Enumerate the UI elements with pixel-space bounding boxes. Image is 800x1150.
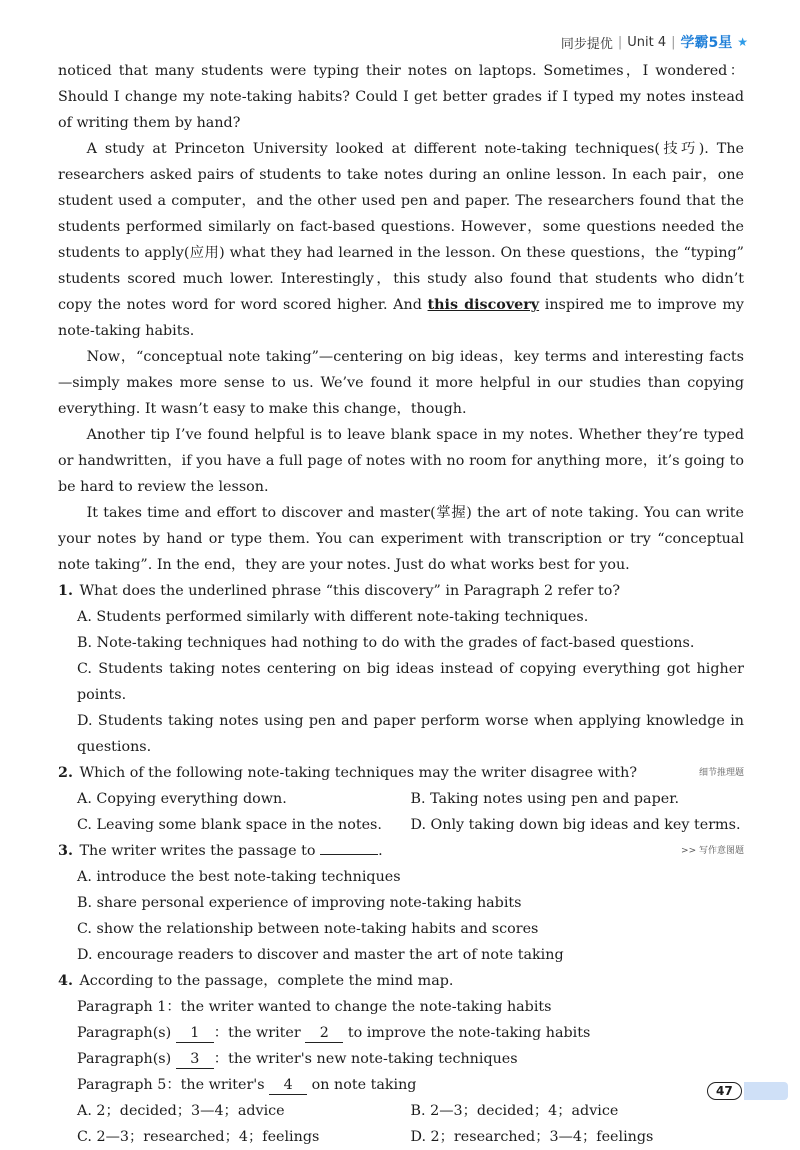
mind-map-line-1: Paragraph 1：the writer wanted to change the note-taking habits <box>77 999 552 1015</box>
question-number: 3. <box>58 843 73 859</box>
option-c[interactable]: C. 2—3；researched；4；feelings <box>77 1129 320 1145</box>
options-row <box>58 1098 744 1124</box>
question-2 <box>58 760 744 838</box>
option-a[interactable]: A. Copying everything down. <box>77 791 287 807</box>
paragraph-1-end: noticed that many students were typing their notes on laptops. Sometimes，I wondered：Should I change my note-taking habits? Could I get better grades if I typed my notes instead of writing them by hand? <box>58 63 744 131</box>
paragraph-2-text: A study at Princeton University looked at different note-taking techniques(技巧). The researchers asked pairs of students to take notes during an online lesson. In each pair，one student used a computer，and the other used pen and paper. The researchers found that the students performed similarly on fact-based questions. However，some questions needed the students to apply(应用) what they had learned in the lesson. On these questions，the “typing” students scored much lower. Interestingly，this study also found that students who didn’t copy the notes word for word scored higher. And <box>58 141 744 313</box>
blank-2[interactable]: 2 <box>305 1024 343 1043</box>
question-stem: Which of the following note-taking techniques may the writer disagree with? <box>79 765 638 781</box>
header-separator: | <box>617 34 623 50</box>
unit-label: Unit 4 <box>627 34 667 50</box>
question-stem: According to the passage，complete the mind map. <box>79 973 454 989</box>
blank-3[interactable]: 3 <box>176 1050 214 1069</box>
option-c[interactable]: C. show the relationship between note-taking habits and scores <box>77 921 539 937</box>
line-label: Paragraph(s) <box>77 1051 172 1067</box>
answer-blank[interactable] <box>320 838 378 855</box>
paragraph-5: It takes time and effort to discover and master(掌握) the art of note taking. You can write your notes by hand or type them. You can experiment with transcription or try “conceptual note taking”. In the end，they are your notes. Just do what works best for you. <box>58 505 744 573</box>
question-type-tag: 细节推理题 <box>698 768 744 778</box>
line-text: on note taking <box>311 1077 417 1093</box>
mind-map-line-3 <box>58 1046 744 1072</box>
option-b[interactable]: B. 2—3；decided；4；advice <box>410 1103 619 1119</box>
option-d[interactable]: D. encourage readers to discover and master the art of note taking <box>77 947 564 963</box>
blank-4[interactable]: 4 <box>269 1076 307 1095</box>
line-text: ：the writer <box>213 1025 301 1041</box>
paragraph-2-text-end: inspired me to improve my note-taking habits. <box>58 297 745 339</box>
option-b[interactable]: B. Taking notes using pen and paper. <box>410 791 679 807</box>
page-number: 47 <box>707 1082 742 1100</box>
option-c[interactable]: C. Leaving some blank space in the notes. <box>77 817 382 833</box>
option-b[interactable]: B. share personal experience of improving note-taking habits <box>77 895 522 911</box>
option-d[interactable]: D. Only taking down big ideas and key terms. <box>410 817 741 833</box>
option-b[interactable]: B. Note-taking techniques had nothing to do with the grades of fact-based questions. <box>77 635 695 651</box>
brand-logo: 学霸5星 <box>680 35 733 51</box>
page-tab-decoration <box>744 1082 788 1100</box>
question-stem: The writer writes the passage to <box>79 843 316 859</box>
question-1 <box>58 578 744 760</box>
paragraph-3: Now，“conceptual note taking”—centering on big ideas，key terms and interesting facts—simply makes more sense to us. We’ve found it more helpful in our studies than copying everything. It wasn’t easy to make this change，though. <box>58 349 744 417</box>
options-row <box>58 786 744 812</box>
option-a[interactable]: A. 2；decided；3—4；advice <box>77 1103 285 1119</box>
page-header <box>561 32 748 52</box>
line-text: to improve the note-taking habits <box>347 1025 591 1041</box>
mind-map-line-2 <box>58 1020 744 1046</box>
question-stem: What does the underlined phrase “this discovery” in Paragraph 2 refer to? <box>79 583 621 599</box>
paragraph-4: Another tip I’ve found helpful is to leave blank space in my notes. Whether they’re typed or handwritten，if you have a full page of notes with no room for anything more，it’s going to be hard to review the lesson. <box>58 427 744 495</box>
question-number: 2. <box>58 765 73 781</box>
line-label: Paragraph 5：the writer's <box>77 1077 265 1093</box>
page-number-badge <box>707 1082 788 1100</box>
option-a[interactable]: A. introduce the best note-taking techniques <box>77 869 401 885</box>
page-content <box>58 58 744 1150</box>
options-row <box>58 1124 744 1150</box>
option-d[interactable]: D. Students taking notes using pen and paper perform worse when applying knowledge in questions. <box>77 713 744 755</box>
question-type-tag: >> 写作意图题 <box>681 846 744 856</box>
star-icon: ★ <box>737 35 748 49</box>
question-number: 4. <box>58 973 73 989</box>
question-3 <box>58 838 744 968</box>
question-4 <box>58 968 744 1150</box>
option-c[interactable]: C. Students taking notes centering on big ideas instead of copying everything got higher points. <box>77 661 744 703</box>
header-separator: | <box>671 34 676 50</box>
line-text: ：the writer's new note-taking techniques <box>213 1051 518 1067</box>
option-d[interactable]: D. 2；researched；3—4；feelings <box>410 1129 654 1145</box>
series-title: 同步提优 <box>560 36 613 52</box>
mind-map-line-4 <box>58 1072 744 1098</box>
line-label: Paragraph(s) <box>77 1025 172 1041</box>
question-number: 1. <box>58 583 73 599</box>
options-row <box>58 812 744 838</box>
option-a[interactable]: A. Students performed similarly with different note-taking techniques. <box>77 609 589 625</box>
paragraph-2 <box>58 136 744 344</box>
blank-1[interactable]: 1 <box>176 1024 214 1043</box>
stem-end: . <box>378 843 383 859</box>
underlined-phrase: this discovery <box>427 297 540 313</box>
